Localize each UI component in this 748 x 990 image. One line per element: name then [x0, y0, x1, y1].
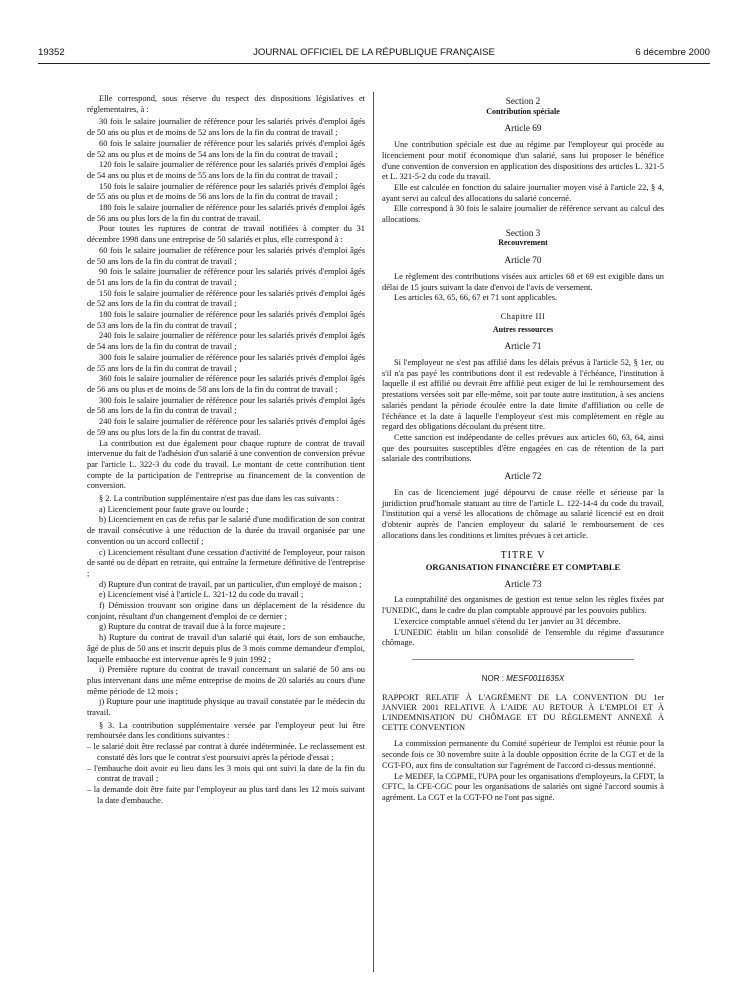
paragraph: 300 fois le salaire journalier de référence pour les salariés privés d'emploi âgés de 58 ans lors de la fin du contrat de travail ; [87, 395, 365, 416]
nor-code: MESF0011635X [506, 673, 565, 683]
article-heading: Article 69 [504, 123, 542, 134]
list-item: c) Licenciement résultant d'une cessation d'activité de l'employeur, pour raison de santé ou de départ en retraite, qui entraîne la fermeture définitive de l'entreprise ; [87, 547, 365, 578]
header-rule [38, 63, 710, 64]
page-number: 19352 [38, 47, 65, 58]
right-column [382, 94, 664, 804]
paragraph: 240 fois le salaire journalier de référence pour les salariés privés d'emploi âgés de 59 ans ou plus lors de la fin du contrat de travail. [87, 417, 365, 437]
paragraph: 180 fois le salaire journalier de référence pour les salariés privés d'emploi âgés de 56 ans ou plus lors de la fin du contrat de travail. [87, 203, 365, 223]
paragraph: La commission permanente du Comité supérieur de l'emploi est réunie pour la seconde fois ce 30 novembre suite à la double opposition écrite de la CGT et de la CGT-FO, aux fins de consultation sur l'agrément de l'accord ci-dessus mentionné. [382, 739, 664, 770]
chapter-title: Autres ressources [492, 324, 554, 334]
title-heading: TITRE V [500, 550, 546, 562]
section-title: Contribution spéciale [486, 106, 560, 116]
paragraph: Elle correspond, sous réserve du respect des dispositions législatives et réglementaires, à : [87, 94, 365, 114]
dash-item: – l'embauche doit avoir eu lieu dans les 3 mois qui ont suivi la date de la fin du contrat de travail ; [87, 763, 365, 784]
list-item: f) Démission trouvant son origine dans un déplacement de la résidence du conjoint, résultant d'un changement d'emploi de ce dernier ; [87, 601, 365, 621]
paragraph: Elle correspond à 30 fois le salaire journalier de référence servant au calcul des allocations. [382, 204, 664, 225]
list-item: a) Licenciement pour faute grave ou lourde ; [99, 504, 249, 514]
paragraph: § 2. La contribution supplémentaire n'est pas due dans les cas suivants : [99, 494, 339, 504]
paragraph: 150 fois le salaire journalier de référence pour les salariés privés d'emploi âgés de 52 ans lors de la fin du contrat de travail ; [87, 288, 365, 309]
article-heading: Article 72 [504, 471, 542, 482]
nor-reference [382, 674, 664, 685]
paragraph: § 3. La contribution supplémentaire versée par l'employeur peut lui être remboursée dans les conditions suivantes : [87, 720, 365, 741]
paragraph: 60 fois le salaire journalier de référence pour les salariés privés d'emploi âgés de 52 ans ou plus et de moins de 54 ans lors de la fin du contrat de travail ; [87, 138, 365, 159]
paragraph: En cas de licenciement jugé dépourvu de cause réelle et sérieuse par la juridiction prud'homale statuant au titre de l'article L. 122-14-4 du code du travail, l'institution qui a versé les allocations de chômage au salarié licencié est en droit d'obtenir auprès de l'ancien employeur du salarié le remboursement de ces allocations dans les conditions et limites prévues à cet article. [382, 487, 664, 540]
paragraph: Le règlement des contributions visées aux articles 68 et 69 est exigible dans un délai de 15 jours suivant la date d'envoi de l'avis de versement. [382, 271, 664, 292]
dash-item: – le salarié doit être reclassé par contrat à durée indéterminée. Le reclassement est constaté dès lors que le contrat s'est poursuivi après la période d'essai ; [87, 742, 365, 762]
paragraph: Pour toutes les ruptures de contrat de travail notifiées à compter du 31 décembre 1998 dans une entreprise de 50 salariés et plus, elle correspond à : [87, 224, 365, 245]
page-header [38, 47, 710, 61]
list-item: e) Licenciement visé à l'article L. 321-12 du code du travail ; [99, 590, 304, 600]
paragraph: 360 fois le salaire journalier de référence pour les salariés privés d'emploi âgés de 56 ans ou plus et de moins de 58 ans lors de la fin du contrat de travail ; [87, 374, 365, 394]
paragraph: 180 fois le salaire journalier de référence pour les salariés privés d'emploi âgés de 53 ans lors de la fin du contrat de travail ; [87, 310, 365, 330]
left-column [87, 94, 365, 806]
title-name: ORGANISATION FINANCIÈRE ET COMPTABLE [425, 562, 621, 573]
paragraph: 240 fois le salaire journalier de référence pour les salariés privés d'emploi âgés de 54 ans lors de la fin du contrat de travail ; [87, 331, 365, 352]
paragraph: Elle est calculée en fonction du salaire journalier moyen visé à l'article 22, § 4, ayant servi au calcul des allocations du salarié concerné. [382, 182, 664, 203]
paragraph: La contribution est due également pour chaque rupture de contrat de travail intervenue du fait de l'adhésion d'un salarié à une convention de conversion prévue par l'article L. 322-3 du code du travail. Le montant de cette contribution tient compte de la participation de l'entreprise au financement de la convention de conversion. [87, 438, 365, 491]
section-heading: Section 2 [505, 96, 541, 106]
section-title: Recouvrement [498, 238, 548, 248]
article-heading: Article 71 [504, 341, 542, 352]
chapter-heading: Chapitre III [500, 311, 546, 321]
list-item: b) Licenciement en cas de refus par le salarié d'une modification de son contrat de travail consécutive à une réduction de la durée du travail organisée par une convention ou un accord collectif ; [87, 515, 365, 546]
paragraph: 300 fois le salaire journalier de référence pour les salariés privés d'emploi âgés de 55 ans lors de la fin du contrat de travail ; [87, 352, 365, 373]
section-heading: Section 3 [505, 227, 541, 238]
paragraph: 150 fois le salaire journalier de référence pour les salariés privés d'emploi âgés de 55 ans ou plus et de moins de 56 ans lors de la fin du contrat de travail ; [87, 181, 365, 202]
paragraph: Les articles 63, 65, 66, 67 et 71 sont applicables. [394, 293, 558, 303]
separator-rule [412, 659, 634, 660]
paragraph: L'UNEDIC établit un bilan consolidé de l'ensemble du régime d'assurance chômage. [382, 627, 664, 648]
list-item: j) Rupture pour une inaptitude physique au travail constatée par le médecin du travail. [87, 697, 365, 718]
dash-item: – la demande doit être faite par l'employeur au plus tard dans les 12 mois suivant la date d'embauche. [87, 785, 365, 805]
paragraph: 120 fois le salaire journalier de référence pour les salariés privés d'emploi âgés de 54 ans ou plus et de moins de 55 ans lors de la fin du contrat de travail ; [87, 160, 365, 180]
paragraph: Si l'employeur ne s'est pas affilié dans les délais prévus à l'article 52, § 1er, ou s'il n'a pas payé les contributions dont il est redevable à l'échéance, l'institution à laquelle il est affilié ou devrait être affilié peut exiger de lui le remboursement des prestations versées soit par elle-même, soit par toute autre institution, à ses anciens salariés pendant la période écoulée entre la date limite d'affiliation ou celle de l'échéance et la date à laquelle l'employeur s'est mis complètement en règle au regard des obligations découlant du présent titre. [382, 358, 664, 432]
list-item: g) Rupture du contrat de travail due à la force majeure ; [99, 622, 286, 632]
paragraph: La comptabilité des organismes de gestion est tenue selon les règles fixées par l'UNEDIC, dans le cadre du plan comptable approuvé par les pouvoirs publics. [382, 595, 664, 616]
list-item: d) Rupture d'un contrat de travail, par un particulier, d'un employé de maison ; [99, 579, 362, 589]
paragraph: L'exercice comptable annuel s'étend du 1er janvier au 31 décembre. [394, 616, 621, 626]
paragraph: 90 fois le salaire journalier de référence pour les salariés privés d'emploi âgés de 51 ans lors de la fin du contrat de travail ; [87, 267, 365, 287]
article-heading: Article 70 [504, 255, 542, 266]
report-title: RAPPORT RELATIF À L'AGRÉMENT DE LA CONVENTION DU 1er JANVIER 2001 RELATIVE À L'AIDE AU RETOUR À L'EMPLOI ET À L'INDEMNISATION DU CHÔMAGE ET DU RÈGLEMENT ANNEXÉ À CETTE CONVENTION [382, 692, 664, 733]
paragraph: Cette sanction est indépendante de celles prévues aux articles 60, 63, 64, ainsi que des poursuites susceptibles d'être engagées en cas de rétention de la part salariale des contributions. [382, 432, 664, 464]
article-heading: Article 73 [504, 578, 542, 589]
issue-date: 6 décembre 2000 [635, 47, 710, 58]
paragraph: Une contribution spéciale est due au régime par l'employeur qui procède au licenciement pour motif économique d'un salarié, sans lui proposer le bénéfice d'une convention de conversion en application des dispositions des articles L. 321-5 et L. 321-5-2 du code du travail. [382, 140, 664, 182]
column-divider [373, 92, 374, 972]
nor-label: NOR : [481, 673, 504, 683]
paragraph: Le MEDEF, la CGPME, l'UPA pour les organisations d'employeurs, la CFDT, la CFTC, la CFE-CGC pour les organisations de salariés ont signé l'accord soumis à agrément. La CGT et la CGT-FO ne l'ont pas signé. [382, 771, 664, 802]
journal-title: JOURNAL OFFICIEL DE LA RÉPUBLIQUE FRANÇAISE [253, 47, 495, 58]
paragraph: 30 fois le salaire journalier de référence pour les salariés privés d'emploi âgés de 50 ans ou plus et de moins de 52 ans lors de la fin du contrat de travail ; [87, 117, 365, 138]
list-item: h) Rupture du contrat de travail d'un salarié qui était, lors de son embauche, âgé de plus de 50 ans et inscrit depuis plus de 3 mois comme demandeur d'emploi, laquelle embauche est intervenue après le 9 juin 1992 ; [87, 633, 365, 664]
list-item: i) Première rupture du contrat de travail concernant un salarié de 50 ans ou plus intervenant dans une même entreprise de moins de 20 salariés au cours d'une même période de 12 mois ; [87, 665, 365, 696]
paragraph: 60 fois le salaire journalier de référence pour les salariés privés d'emploi âgés de 50 ans lors de la fin du contrat de travail ; [87, 245, 365, 266]
